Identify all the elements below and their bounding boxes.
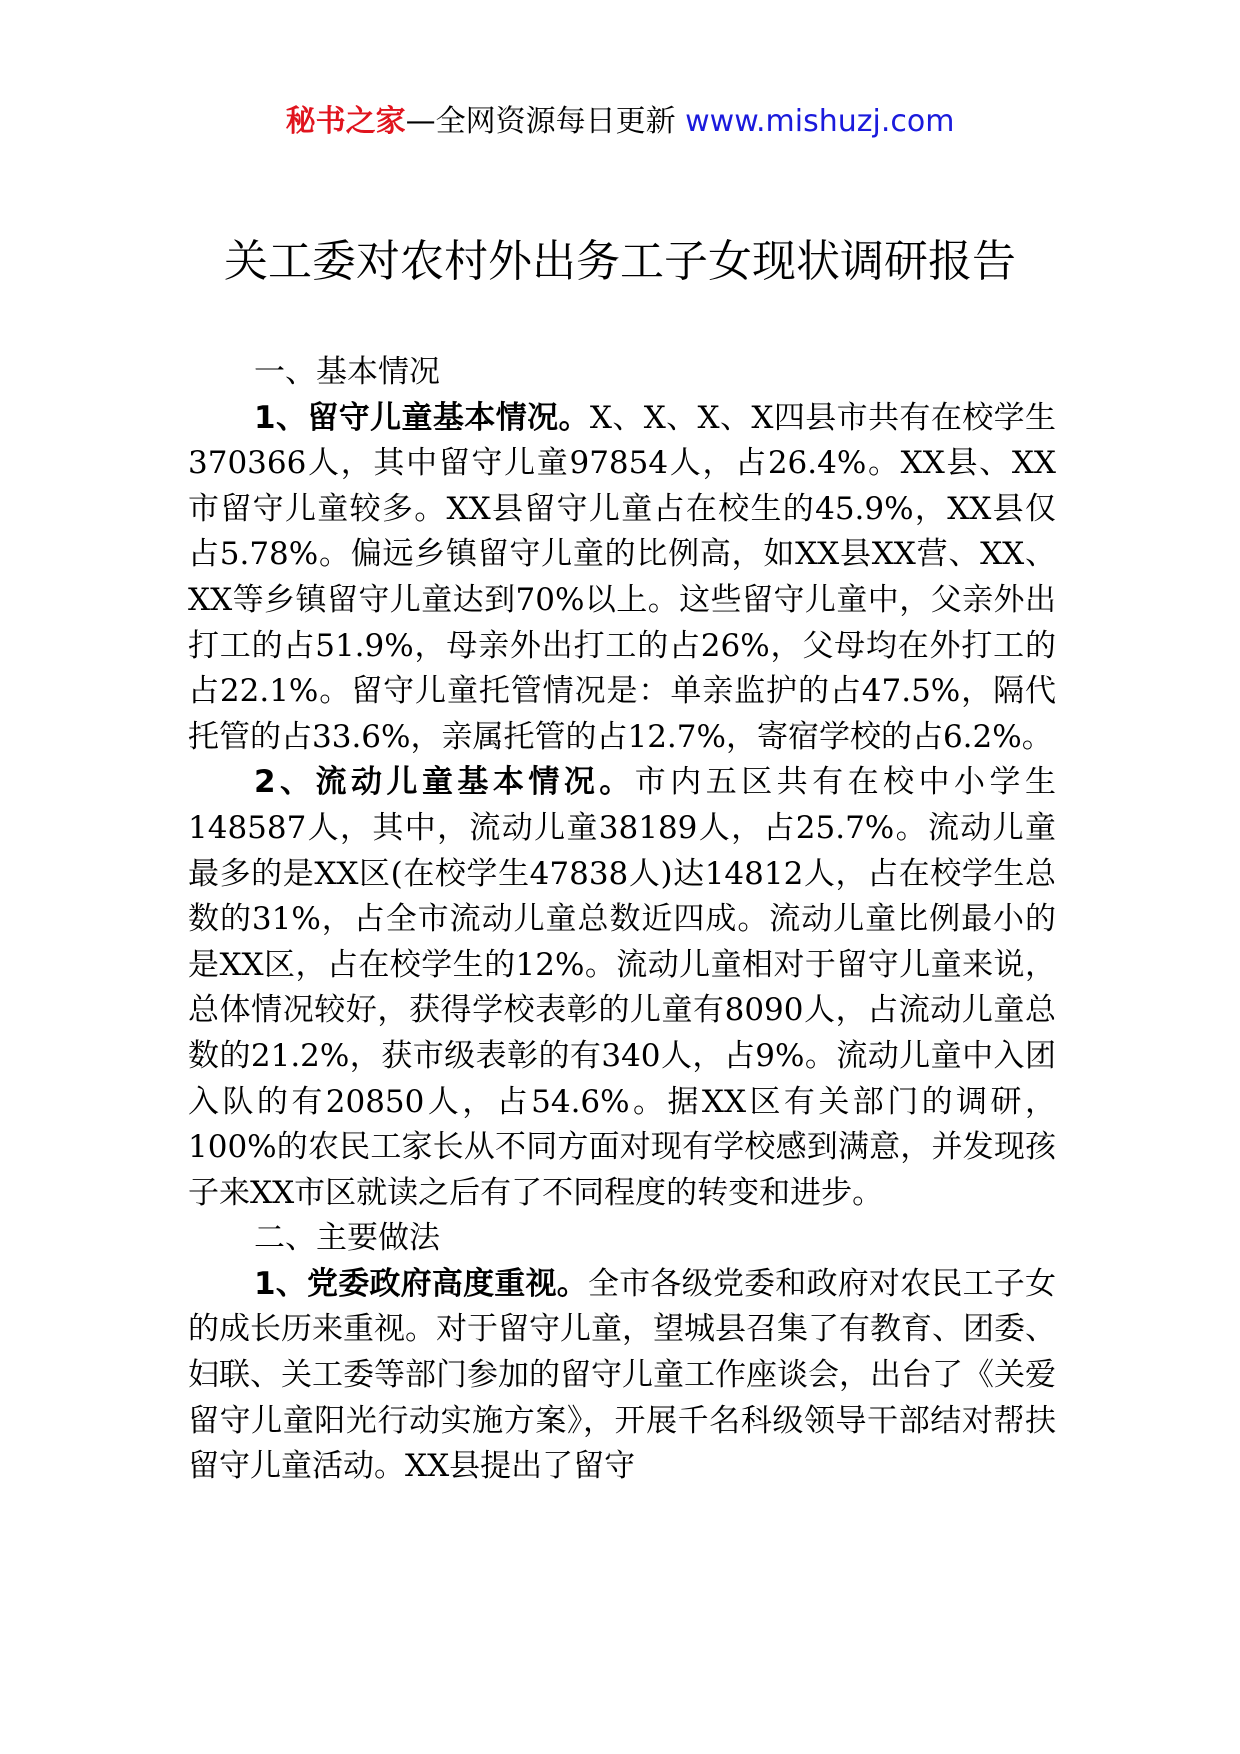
paragraph-text: X、X、X、X四县市共有在校学生370366人，其中留守儿童97854人，占26.4%。XX县、XX市留守儿童较多。XX县留守儿童占在校生的45.9%，XX县仅占5.78%。偏远乡镇留守儿童的比例高，如XX县XX营、XX、XX等乡镇留守儿童达到70%以上。这些留守儿童中，父亲外出打工的占51.9%，母亲外出打工的占26%，父母均在外打工的占22.1%。留守儿童托管情况是：单亲监护的占47.5%，隔代托管的占33.6%，亲属托管的占12.7%，寄宿学校的占6.2%。 [188,399,1056,755]
paragraph-text: 市内五区共有在校中小学生148587人，其中，流动儿童38189人，占25.7%。流动儿童最多的是XX区(在校学生47838人)达14812人，占在校学生总数的31%，占全市流动儿童总数近四成。流动儿童比例最小的是XX区，占在校学生的12%。流动儿童相对于留守儿童来说，总体情况较好，获得学校表彰的儿童有8090人，占流动儿童总数的21.2%，获市级表彰的有340人，占9%。流动儿童中入团入队的有20850人，占54.6%。据XX区有关部门的调研，100%的农民工家长从不同方面对现有学校感到满意，并发现孩子来XX市区就读之后有了不同程度的转变和进步。 [188,764,1056,1211]
document-body [188,350,1056,1490]
paragraph-lead: 2、流动儿童基本情况。 [254,764,635,801]
paragraph-lead: 1、留守儿童基本情况。 [254,399,590,436]
site-url-link[interactable]: www.mishuzj.com [685,104,955,139]
paragraph-left-behind-children [188,396,1056,761]
paragraph-migrant-children [188,760,1056,1216]
site-tagline: —全网资源每日更新 [405,104,676,139]
paragraph-party-government [188,1262,1056,1490]
site-header [0,100,1240,144]
section-heading-basic-situation: 一、基本情况 [254,354,440,390]
document-title: 关工委对农村外出务工子女现状调研报告 [224,236,1016,287]
paragraph-lead: 1、党委政府高度重视。 [254,1265,588,1302]
section-heading-main-practices: 二、主要做法 [254,1220,440,1257]
site-brand: 秘书之家 [285,104,406,139]
paragraph-text: 全市各级党委和政府对农民工子女的成长历来重视。对于留守儿童，望城县召集了有教育、团委、妇联、关工委等部门参加的留守儿童工作座谈会，出台了《关爱留守儿童阳光行动实施方案》，开展千名科级领导干部结对帮扶留守儿童活动。XX县提出了留守 [188,1265,1057,1485]
